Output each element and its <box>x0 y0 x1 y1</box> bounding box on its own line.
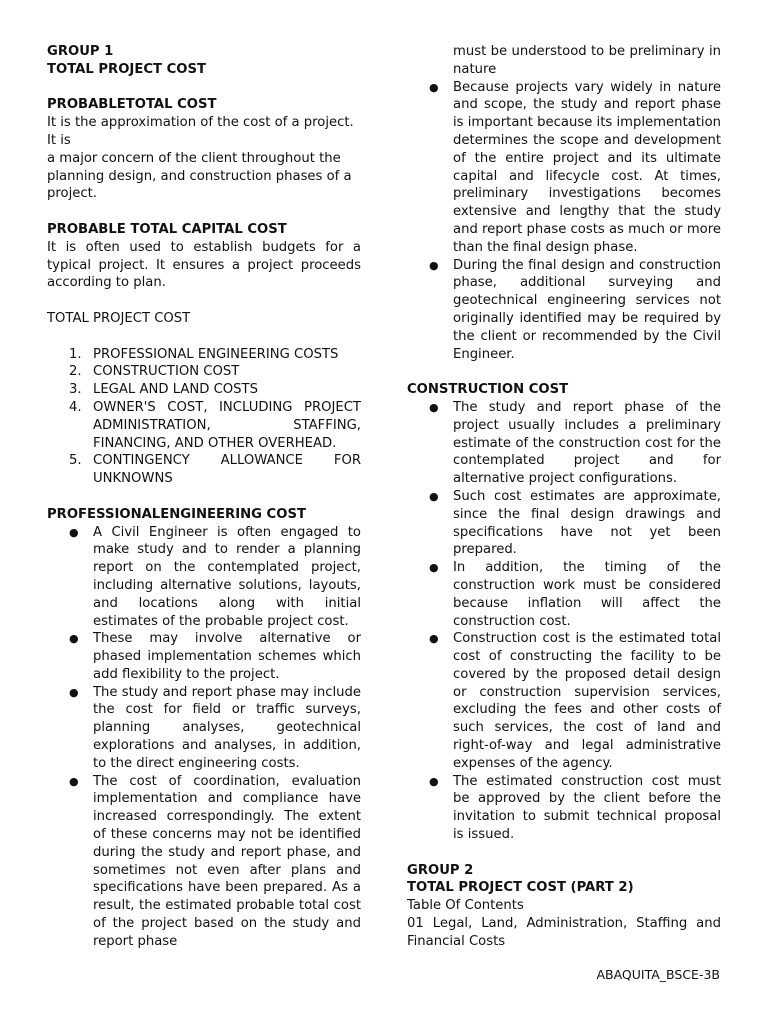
list-item-text: A Civil Engineer is often engaged to make study and to render a planning report on the contemplated project, including alternative solutions, layouts, and locations along with initial estimates of the probable project cost. <box>93 524 361 629</box>
section-heading-probable-total-capital-cost: PROBABLE TOTAL CAPITAL COST <box>47 221 287 237</box>
list-item <box>407 773 721 844</box>
list-item <box>47 630 361 683</box>
bullet-list <box>47 524 361 951</box>
list-item-text: These may involve alternative or phased implementation schemes which add flexibility to the project. <box>93 631 361 682</box>
list-item <box>407 630 721 772</box>
bullet-icon: ● <box>429 561 439 575</box>
document-title: TOTAL PROJECT COST <box>47 61 206 77</box>
list-number: 1. <box>69 346 82 362</box>
bullet-icon: ● <box>69 774 79 788</box>
bullet-icon: ● <box>429 258 439 272</box>
bullet-list <box>407 79 721 364</box>
paragraph: It is often used to establish budgets for a typical project. It ensures a project proceeds according to plan. <box>47 239 361 291</box>
list-item <box>47 684 361 773</box>
bullet-icon: ● <box>69 525 79 539</box>
author-footer: ABAQUITA_BSCE-3B <box>596 967 720 982</box>
list-item-text: CONTINGENCY ALLOWANCE FOR UNKNOWNS <box>93 453 361 487</box>
bullet-icon: ● <box>429 400 439 414</box>
list-number: 5. <box>69 453 82 469</box>
list-item <box>47 524 361 631</box>
paragraph: a major concern of the client throughout the planning design, and construction phases of a project. <box>47 150 352 202</box>
list-item <box>47 773 361 951</box>
list-item <box>407 488 721 559</box>
list-item-text: OWNER'S COST, INCLUDING PROJECT ADMINISTRATION, STAFFING, FINANCING, AND OTHER OVERHEAD. <box>93 399 361 451</box>
section-heading-construction-cost: CONSTRUCTION COST <box>407 382 569 398</box>
list-item-text: LEGAL AND LAND COSTS <box>93 382 258 398</box>
bullet-icon: ● <box>429 632 439 646</box>
paragraph-continuation: must be understood to be preliminary in nature <box>453 44 721 77</box>
paragraph: It is the approximation of the cost of a project. It is <box>47 115 354 148</box>
list-item-text: In addition, the timing of the construction work must be considered because inflation will affect the construction cost. <box>453 560 721 629</box>
cost-component-list <box>47 346 361 488</box>
list-item <box>47 346 361 364</box>
bullet-icon: ● <box>429 774 439 788</box>
list-item-text: Such cost estimates are approximate, since the final design drawings and specifications have not yet been prepared. <box>453 488 721 558</box>
list-item <box>407 79 721 257</box>
list-item <box>407 257 721 364</box>
list-item-text: The cost of coordination, evaluation implementation and compliance have increased correspondingly. The extent of these concerns may not be identified during the study and report phase, and sometimes not even after plans and specifications have been prepared. As a result, the estimated probable total cost of the project based on the study and report phase <box>93 773 361 949</box>
list-item <box>47 399 361 452</box>
list-number: 4. <box>69 399 82 415</box>
bullet-icon: ● <box>69 632 79 646</box>
list-item <box>47 381 361 399</box>
list-item <box>47 363 361 381</box>
list-number: 2. <box>69 364 82 380</box>
list-item-text: The estimated construction cost must be approved by the client before the invitation to submit technical proposal is issued. <box>453 773 721 843</box>
bullet-icon: ● <box>429 489 439 503</box>
list-item-text: The study and report phase may include the cost for field or traffic surveys, planning analyses, geotechnical explorations and analyses, in addition, to the direct engineering costs. <box>93 684 361 771</box>
list-item-text: The study and report phase of the project usually includes a preliminary estimate of the construction cost for the contemplated project and for alternative project configurations. <box>453 399 721 487</box>
list-item-text: CONSTRUCTION COST <box>93 364 240 380</box>
list-item-text: During the final design and construction phase, additional surveying and geotechnical engineering services not originally identified may be required by the client or recommended by the Civil Engineer. <box>453 257 721 362</box>
list-number: 3. <box>69 382 82 398</box>
table-of-contents-label: Table Of Contents <box>407 898 524 914</box>
section-heading-professional-engineering-cost: PROFESSIONALENGINEERING COST <box>47 506 306 522</box>
list-item-text: PROFESSIONAL ENGINEERING COSTS <box>93 346 339 362</box>
list-item <box>47 452 361 488</box>
list-item <box>407 559 721 630</box>
left-column <box>47 43 361 951</box>
list-item-text: Because projects vary widely in nature and scope, the study and report phase is important because its implementation determines the scope and development of the entire project and its ultimate capital and lifecycle cost. At times, preliminary investigations becomes extensive and lengthy that the study and report phase costs as much or more than the final design phase. <box>453 79 721 255</box>
table-of-contents-item: 01 Legal, Land, Administration, Staffing and Financial Costs <box>407 916 721 949</box>
bullet-icon: ● <box>69 685 79 699</box>
group-label: GROUP 1 <box>47 44 114 59</box>
section-heading-probable-total-cost: PROBABLETOTAL COST <box>47 97 217 113</box>
right-column <box>407 43 721 951</box>
list-item <box>407 399 721 488</box>
document-title: TOTAL PROJECT COST (PART 2) <box>407 880 634 896</box>
group-label: GROUP 2 <box>407 862 474 878</box>
list-item-text: Construction cost is the estimated total cost of constructing the facility to be covered by the proposed detail design or construction supervision services, excluding the fees and other costs of such services, the cost of land and right-of-way and legal administrative expenses of the agency. <box>453 631 721 771</box>
bullet-list <box>407 399 721 844</box>
bullet-icon: ● <box>429 80 439 94</box>
list-title: TOTAL PROJECT COST <box>47 310 191 326</box>
